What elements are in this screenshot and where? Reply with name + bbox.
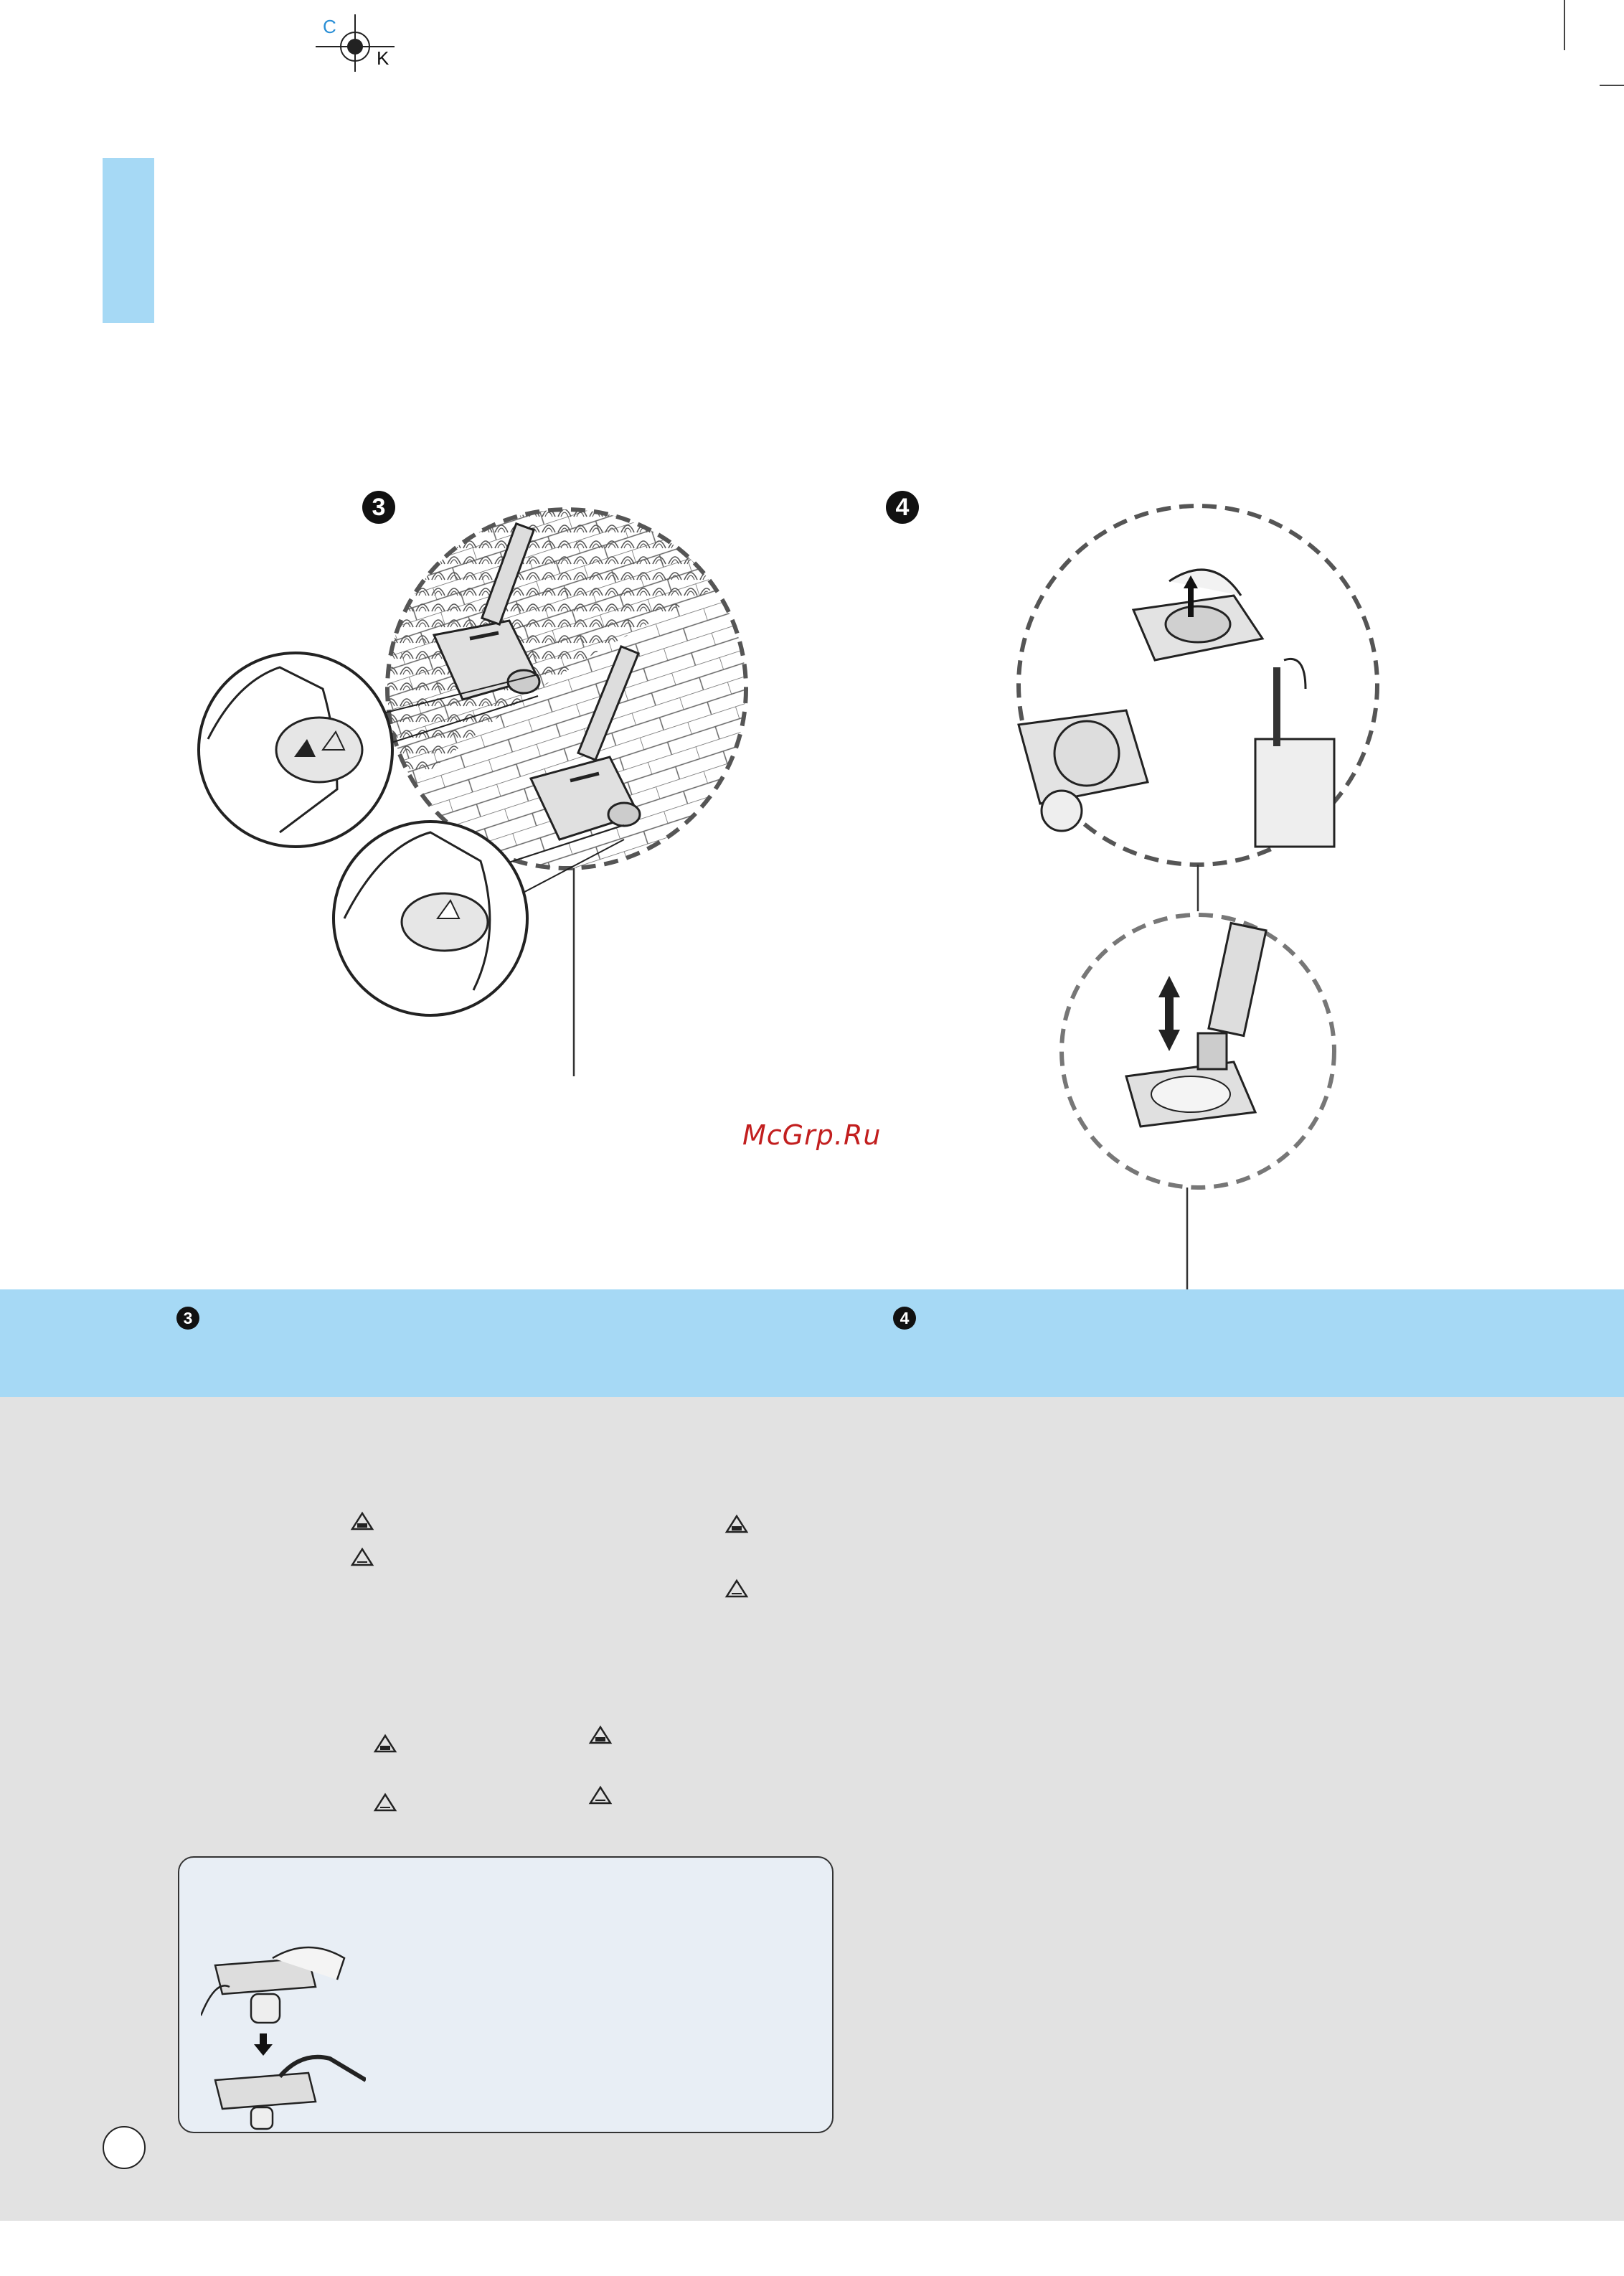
step-4-illustration (1004, 502, 1406, 1292)
arrow-down-icon (254, 2033, 273, 2056)
note-box (178, 1856, 834, 2133)
page-number-circle (103, 2126, 146, 2169)
step-4-badge: 4 (886, 491, 919, 524)
registration-label-c: C (323, 16, 336, 37)
registration-label-k: K (377, 47, 390, 69)
bottom-margin (0, 2221, 1624, 2276)
triangle-up-outline-icon (350, 1546, 374, 1568)
crop-mark-right-top (1600, 85, 1624, 86)
triangle-up-filled-icon (350, 1510, 374, 1532)
step-3-illustration (194, 502, 768, 1076)
triangle-up-outline-icon (588, 1784, 613, 1806)
note-illustration (201, 1944, 366, 2130)
content-area (0, 1397, 1624, 2221)
triangle-up-outline-icon (373, 1792, 397, 1813)
section-tab (103, 158, 154, 323)
banner-step-4-badge: 4 (893, 1307, 916, 1330)
crop-mark-top-right (1564, 0, 1565, 50)
banner-step-3-badge: 3 (176, 1307, 199, 1330)
step-3-badge: 3 (362, 491, 395, 524)
triangle-up-filled-icon (373, 1733, 397, 1754)
registration-mark (308, 14, 409, 72)
triangle-up-filled-icon (588, 1724, 613, 1746)
triangle-up-filled-icon (724, 1513, 749, 1535)
step-banner (0, 1289, 1624, 1397)
triangle-up-outline-icon (724, 1578, 749, 1599)
watermark: McGrp.Ru (742, 1119, 882, 1151)
